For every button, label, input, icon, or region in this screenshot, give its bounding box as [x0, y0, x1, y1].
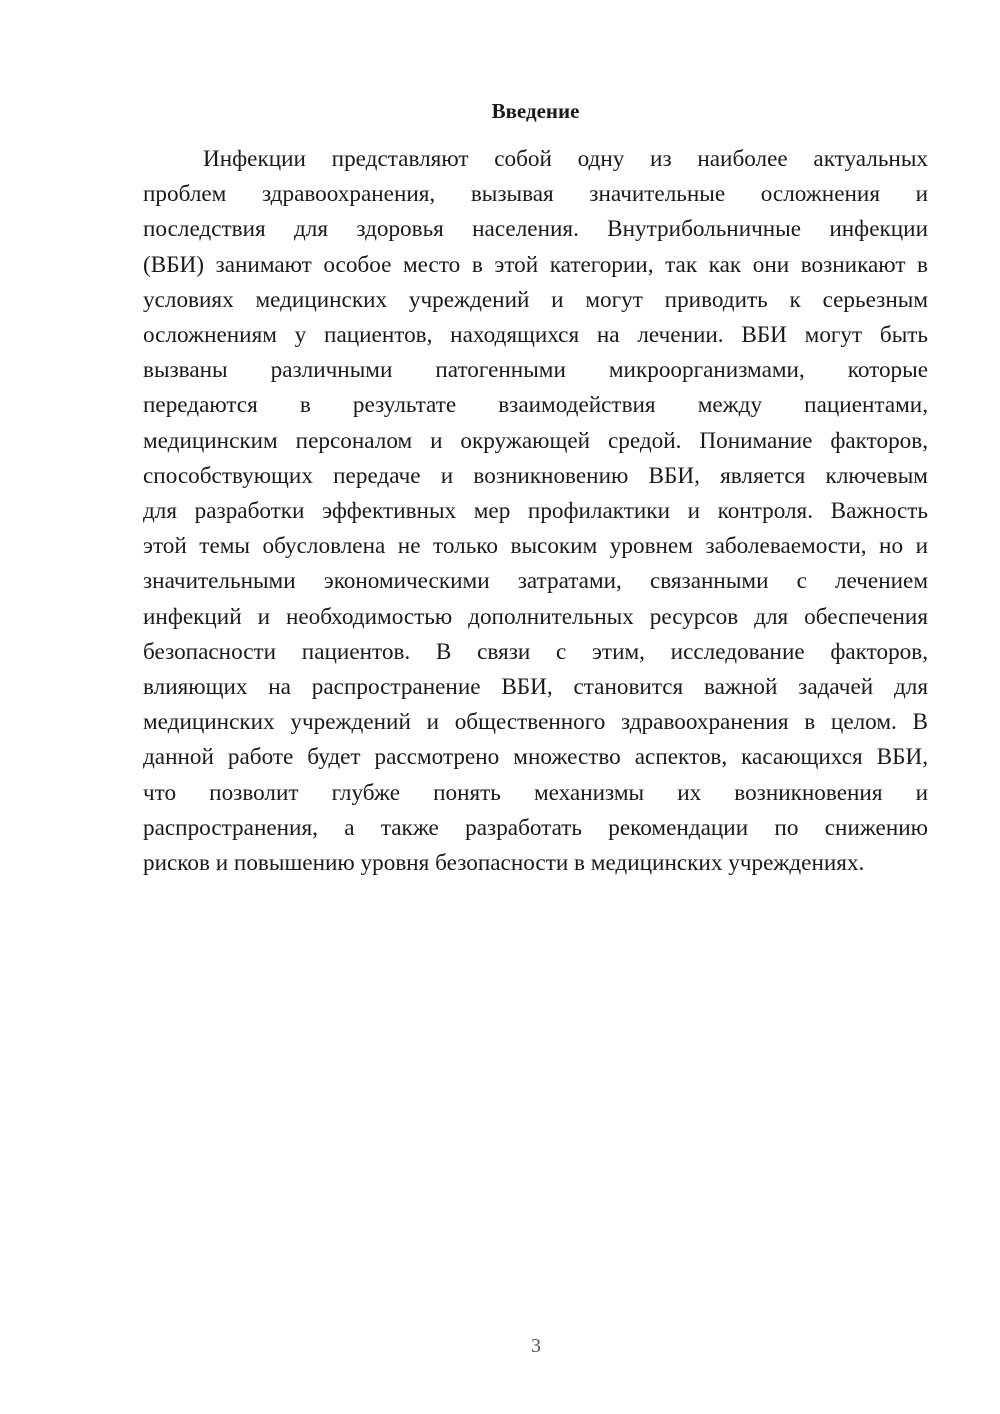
paragraph-line: безопасности пациентов. В связи с этим, исследование факторов,: [143, 638, 928, 665]
paragraph-line: инфекций и необходимостью дополнительных ресурсов для обеспечения: [143, 603, 928, 630]
paragraph-line: Инфекции представляют собой одну из наиболее актуальных: [203, 146, 928, 172]
paragraph-line: проблем здравоохранения, вызывая значительные осложнения и: [143, 181, 928, 208]
paragraph-line: (ВБИ) занимают особое место в этой категории, так как они возникают в: [143, 251, 928, 278]
paragraph-line: значительными экономическими затратами, связанными с лечением: [143, 568, 928, 595]
paragraph-line: способствующих передаче и возникновению ВБИ, является ключевым: [143, 462, 928, 489]
paragraph-line: медицинским персоналом и окружающей средой. Понимание факторов,: [143, 427, 928, 454]
paragraph-line: этой темы обусловлена не только высоким уровнем заболеваемости, но и: [143, 533, 928, 560]
paragraph-line: данной работе будет рассмотрено множество аспектов, касающихся ВБИ,: [143, 744, 928, 771]
paragraph-line: распространения, а также разработать рекомендации по снижению: [143, 814, 928, 841]
paragraph-line: для разработки эффективных мер профилактики и контроля. Важность: [143, 498, 928, 525]
paragraph-line: последствия для здоровья населения. Внутрибольничные инфекции: [143, 216, 928, 243]
paragraph-line: рисков и повышению уровня безопасности в медицинских учреждениях.: [143, 850, 865, 877]
paragraph-line: условиях медицинских учреждений и могут приводить к серьезным: [143, 286, 928, 313]
paragraph-line: вызваны различными патогенными микроорганизмами, которые: [143, 357, 928, 384]
paragraph-line: медицинских учреждений и общественного здравоохранения в целом. В: [143, 709, 928, 736]
page-title: Введение: [491, 99, 580, 123]
paragraph-line: осложнениям у пациентов, находящихся на лечении. ВБИ могут быть: [143, 322, 928, 349]
paragraph-line: влияющих на распространение ВБИ, становится важной задачей для: [143, 674, 928, 701]
body-paragraph: [143, 142, 928, 881]
paragraph-line: что позволит глубже понять механизмы их возникновения и: [143, 779, 928, 806]
paragraph-line: передаются в результате взаимодействия между пациентами,: [143, 392, 928, 419]
page-number: 3: [531, 1335, 541, 1357]
